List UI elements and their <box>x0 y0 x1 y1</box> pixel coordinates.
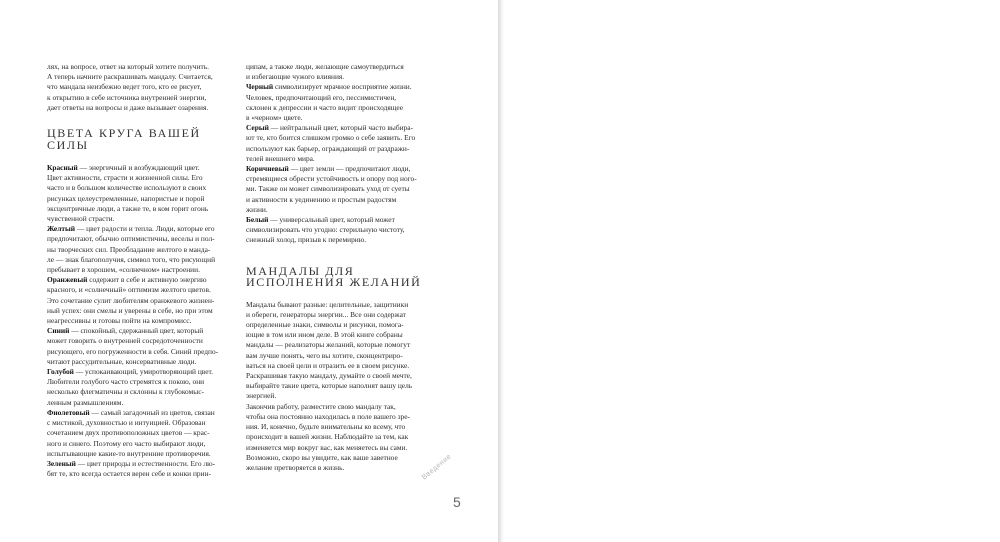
color-term: Коричневый <box>246 164 289 174</box>
text-line: происходит в вашей жизни. Наблюдайте за тем, как <box>246 432 409 442</box>
color-entry-black <box>246 82 430 123</box>
mandalas-paragraph <box>246 300 430 473</box>
text-line: жизни. <box>246 204 268 214</box>
text-line: ле — знак благополучия, символ того, что рисующий <box>47 254 216 264</box>
section-heading-mandalas <box>246 263 430 289</box>
text-line: и активности к уединению и простым радостям <box>246 194 397 204</box>
text-line: Голубой — успокаивающий, умиротворяющий цвет. <box>47 367 214 377</box>
text-line: Мандалы бывают разные: целительные, защитники <box>246 299 409 309</box>
text-line: Закончив работу, разместите свою мандалу так, <box>246 401 396 411</box>
intro-paragraph <box>47 62 231 113</box>
text-line: Красный — энергичный и возбуждающий цвет. <box>47 163 200 173</box>
text-line: желание претворяется в жизнь. <box>246 462 345 472</box>
color-entry-gray <box>246 123 430 164</box>
text-line: Оранжевый содержит в себе и активную энергию <box>47 275 207 285</box>
heading-line: ИСПОЛНЕНИЯ ЖЕЛАНИЙ <box>246 274 422 289</box>
page-number: 5 <box>453 494 461 510</box>
text-line: часто и в большом количестве используют в своих <box>47 183 207 193</box>
text-line: эксцентричные люди, а также те, в ком горит огонь <box>47 203 209 213</box>
color-entry-white <box>246 215 430 246</box>
text-line: ющие в том или ином деле. В этой книге собраны <box>246 330 403 340</box>
text-line: рисующего, его погруженности в себя. Синий предпо- <box>47 346 219 356</box>
text-line: бят те, кто всегда остается верен себе и конки прин- <box>47 469 211 479</box>
text-line: чтобы она постоянно находилась в поле вашего зре- <box>246 411 410 421</box>
text-line: ный успех: они смелы и уверены в себе, но при этом <box>47 305 213 315</box>
text-line: предпочитают, обычно оптимистичны, веселы и пол- <box>47 234 215 244</box>
text-line: ны творческих сил. Преобладание желтого в манда- <box>47 244 211 254</box>
color-entry-green <box>47 459 231 479</box>
text-line: может говорить о внутренней сосредоточенности <box>47 336 203 346</box>
text-line: читают рассудительные, консервативные люди. <box>47 356 197 366</box>
text-line: Человек, предпочитающий его, пессимистичен, <box>246 92 397 102</box>
text-line: выбирайте такие цвета, которые наполнят вашу цель <box>246 381 413 391</box>
text-line: испытывающие какие-то внутренние противоречия. <box>47 448 211 458</box>
right-column <box>246 62 430 473</box>
text-line: и обереги, генераторы энергии... Все они содержат <box>246 309 406 319</box>
text-line: телей внешнего мира. <box>246 153 315 163</box>
text-line: ния. И, конечно, будьте внимательны ко всему, что <box>246 422 406 432</box>
text-line: дает ответы на вопросы и даже вызывает озарения. <box>47 102 209 112</box>
text-line: Зеленый — цвет природы и естественности. Его лю- <box>47 458 216 468</box>
text-line: Синий — спокойный, сдержанный цвет, который <box>47 326 204 336</box>
text-line: символизировать что угодно: стерильную чистоту, <box>246 225 405 235</box>
text-line: снежный холод, призыв к перемирию. <box>246 235 367 245</box>
heading-line: МАНДАЛЫ ДЛЯ <box>246 263 355 278</box>
text-line: Белый — универсальный цвет, который может <box>246 215 395 225</box>
color-term: Серый <box>246 123 269 133</box>
text-line: склонен к депрессии и часто видит происходящее <box>246 102 403 112</box>
text-line: используют как барьер, ограждающий от раздражи- <box>246 143 410 153</box>
text-line: ют те, кто боится слишком громко о себе заявить. Его <box>246 133 416 143</box>
text-line: энергией. <box>246 391 277 401</box>
text-line: Фиолетовый — самый загадочный из цветов, связан <box>47 407 215 417</box>
text-line: Возможно, скоро вы увидите, как ваше заветное <box>246 452 398 462</box>
text-line: Черный символизирует мрачное восприятие жизни. <box>246 82 412 92</box>
text-line: неагрессивны и готовы пойти на компромисс. <box>47 316 192 326</box>
text-line: сочетанием двух противоположных цветов — крас- <box>47 428 210 438</box>
text-line: ципам, а также люди, желающие самоутвердиться <box>246 62 404 71</box>
text-line: красного, и «солнечный» оптимизм желтого цветов. <box>47 285 211 295</box>
text-line: Раскрашивая такую мандалу, думайте о своей мечте, <box>246 371 412 381</box>
text-line: что мандала неизбежно ведет того, кто ее рисует, <box>47 82 202 92</box>
color-term: Красный <box>47 163 78 173</box>
text-line: чувственной страсти. <box>47 214 115 224</box>
color-term: Фиолетовый <box>47 407 90 417</box>
color-term: Черный <box>246 82 274 92</box>
text-line: с мистикой, духовностью и интуицией. Образован <box>47 418 206 428</box>
color-term: Синий <box>47 326 70 336</box>
text-line: Коричневый — цвет земли — предпочитают люди, <box>246 164 411 174</box>
section-heading-colors: ЦВЕТА КРУГА ВАШЕЙ СИЛЫ <box>47 126 201 153</box>
text-line: и избегающие чужого влияния. <box>246 72 345 82</box>
text-line: ми. Также он может символизировать уход от суеты <box>246 184 410 194</box>
text-line: Серый — нейтральный цвет, который часто выбира- <box>246 123 413 133</box>
text-line: пребывает в хорошем, «солнечном» настроении. <box>47 265 200 275</box>
text-line: определенные знаки, символы и рисунки, помога- <box>246 320 404 330</box>
color-term: Зеленый <box>47 458 76 468</box>
text-line: мандалы — реализаторы желаний, которые помогут <box>246 340 411 350</box>
color-entry-red <box>47 163 231 224</box>
text-line: в «черном» цвете. <box>246 113 303 123</box>
text-line: лях, на вопросе, ответ на который хотите получить. <box>47 62 210 71</box>
left-column <box>47 62 231 479</box>
color-entry-orange <box>47 275 231 326</box>
text-line: Цвет активности, страсти и жизненной силы. Его <box>47 173 203 183</box>
text-line: ленным размышлениям. <box>47 397 124 407</box>
color-term: Оранжевый <box>47 275 88 285</box>
text-line: вам лучше понять, чего вы хотите, сконцентриро- <box>246 350 403 360</box>
text-line: Это сочетание сулит любителям оранжевого жизнен- <box>47 295 215 305</box>
text-line: Любители голубого часто стремятся к покою, они <box>47 377 205 387</box>
color-entry-yellow <box>47 224 231 275</box>
color-term: Желтый <box>47 224 76 234</box>
continued-paragraph <box>246 62 430 82</box>
text-line: рисунках целеустремленные, напористые и порой <box>47 193 205 203</box>
text-line: ного и синего. Поэтому его часто выбирают люди, <box>47 438 206 448</box>
color-term: Голубой <box>47 367 74 377</box>
text-line: изменяется мир вокруг вас, как меняетесь вы сами. <box>246 442 408 452</box>
color-entry-blue <box>47 326 231 367</box>
text-line: к открытию в себе источника внутренней энергии, <box>47 92 207 102</box>
color-entry-brown <box>246 164 430 215</box>
color-entry-violet <box>47 408 231 459</box>
left-page <box>0 0 498 542</box>
text-line: А теперь начните раскрашивать мандалу. Считается, <box>47 72 213 82</box>
text-line: несколько флегматичны и склонны к глубокомыс- <box>47 387 204 397</box>
right-page-blank <box>504 0 1000 542</box>
section-label: Введение <box>421 453 453 482</box>
text-line: ваться на своей цели и отразить ее в своем рисунке. <box>246 360 410 370</box>
text-line: стремящиеся обрести устойчивость и опору под ного- <box>246 174 417 184</box>
text-line: Желтый — цвет радости и тепла. Люди, которые его <box>47 224 215 234</box>
color-term: Белый <box>246 215 269 225</box>
color-entry-light-blue <box>47 367 231 408</box>
